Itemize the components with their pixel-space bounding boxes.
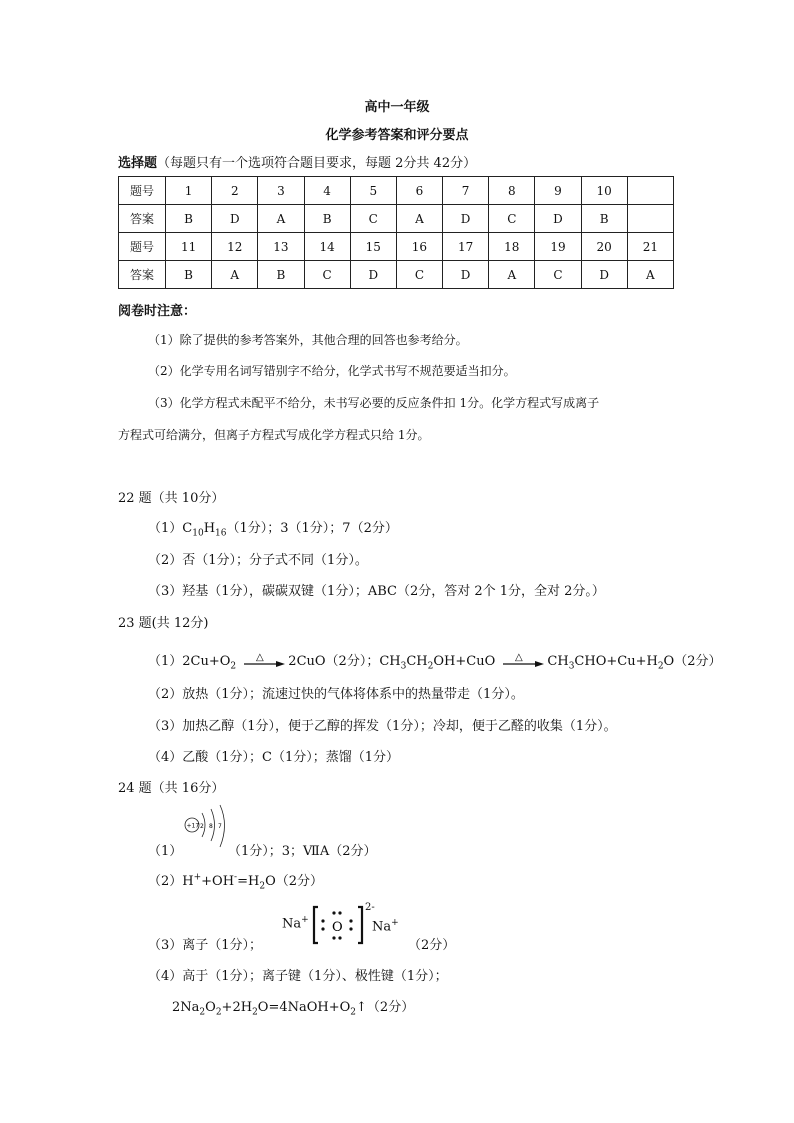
eq2-p-mid: CHO+Cu+H [574, 654, 658, 669]
table-row [119, 205, 674, 233]
row-header: 答案 [119, 261, 166, 289]
eq5-sub1: 2 [199, 1007, 206, 1018]
eq1-product: 2CuO（2分）；CH [288, 654, 401, 669]
note-3a: （3）化学方程式未配平不给分，未书写必要的反应条件扣 1分。化学方程式写成离子 [148, 396, 600, 410]
choice-instruction: （每题只有一个选项符合题目要求，每题 2分共 42分） [157, 156, 477, 171]
q22-answer-2: （2）否（1分）；分子式不同（1分）。 [148, 553, 368, 568]
na-right [372, 918, 399, 934]
q24-answer-1: （1分）；3；ⅦA（2分） [228, 844, 377, 859]
table-cell: A [212, 261, 258, 289]
delta-symbol: △ [256, 651, 264, 663]
table-cell: A [489, 261, 535, 289]
eq1-reactants: （1）2Cu+O [148, 654, 231, 669]
eq-h2: =H [237, 874, 260, 889]
table-cell: C [396, 261, 442, 289]
table-cell: D [212, 205, 258, 233]
na-right-symbol: Na [372, 919, 392, 935]
table-cell: 13 [258, 233, 304, 261]
nucleus-charge: +17 [186, 822, 200, 830]
row-header: 题号 [119, 177, 166, 205]
note-3b: 方程式可给满分，但离子方程式写成化学方程式只给 1分。 [118, 428, 430, 442]
table-cell: D [443, 205, 489, 233]
q24-answer-3: （3）离子（1分）； [148, 938, 263, 953]
formula-h: H [203, 521, 216, 536]
ion-charge: 2- [365, 902, 375, 913]
table-cell: 18 [489, 233, 535, 261]
row-header: 题号 [119, 233, 166, 261]
eq2-p-sub2: 2 [657, 661, 664, 672]
table-cell: 7 [443, 177, 489, 205]
table-row [119, 261, 674, 289]
na-left [282, 915, 309, 931]
table-cell: 20 [581, 233, 627, 261]
eq1-sub: 2 [230, 661, 237, 672]
shell-3-count: 7 [218, 823, 222, 830]
table-cell: 19 [535, 233, 581, 261]
q22-l1-prefix: （1） [148, 521, 183, 536]
eq2-sub-3: 3 [400, 661, 407, 672]
table-cell: A [627, 261, 673, 289]
table-cell: 10 [581, 177, 627, 205]
formula-sub-16: 16 [215, 528, 227, 539]
choice-section-header [118, 152, 476, 171]
eq5-na: 2Na [172, 1000, 200, 1015]
table-cell: C [535, 261, 581, 289]
table-cell: D [535, 205, 581, 233]
table-row [119, 177, 674, 205]
table-cell: D [443, 261, 489, 289]
table-cell: B [581, 205, 627, 233]
note-2: （2）化学专用名词写错别字不给分，化学式书写不规范要适当扣分。 [148, 364, 516, 378]
right-bracket [358, 907, 362, 943]
q23-answer-3: （3）加热乙醇（1分），便于乙醇的挥发（1分）；冷却，便于乙醛的收集（1分）。 [148, 719, 617, 734]
peroxide-electron-dot-icon [312, 903, 364, 947]
q23-title: 23 题(共 12分) [118, 616, 209, 631]
table-cell: 2 [212, 177, 258, 205]
q23-answer-1 [148, 650, 721, 673]
formula-c: C [182, 521, 193, 536]
eq5-end: ↑（2分） [356, 1000, 415, 1015]
na-left-symbol: Na [282, 916, 302, 932]
table-cell: 6 [396, 177, 442, 205]
table-cell [627, 177, 673, 205]
delta-symbol: △ [515, 651, 524, 663]
table-cell: 12 [212, 233, 258, 261]
table-cell: 9 [535, 177, 581, 205]
eq5-mid: O=4NaOH+O [257, 1000, 351, 1015]
eq2-p-ch: CH [547, 654, 569, 669]
eq-o-score: O（2分） [265, 874, 323, 889]
eq5-h: +2H [221, 1000, 253, 1015]
eq5-sub3: 2 [252, 1007, 258, 1018]
q24-title: 24 题（共 16分） [118, 781, 225, 796]
table-cell: B [258, 261, 304, 289]
table-cell: 1 [166, 177, 212, 205]
eq2-ch: CH [406, 654, 428, 669]
choice-label: 选择题 [118, 156, 158, 171]
table-cell: 5 [350, 177, 396, 205]
left-bracket [314, 907, 318, 943]
q22-answer-1 [148, 517, 398, 539]
q24-answer-1-prefix: （1） [148, 844, 183, 859]
eq5-o: O [205, 1000, 216, 1015]
answer-table [118, 176, 674, 289]
table-cell: 3 [258, 177, 304, 205]
note-1: （1）除了提供的参考答案外，其他合理的回答也参考给分。 [148, 333, 468, 347]
table-cell [627, 205, 673, 233]
heat-arrow-icon [501, 651, 545, 673]
table-cell: 15 [350, 233, 396, 261]
table-cell: D [581, 261, 627, 289]
table-cell: 11 [166, 233, 212, 261]
formula-sub-10: 10 [192, 528, 204, 539]
table-cell: 8 [489, 177, 535, 205]
eq2-p-sub3: 3 [568, 661, 575, 672]
table-cell: C [350, 205, 396, 233]
heat-arrow-icon [242, 651, 286, 673]
q22-title: 22 题（共 10分） [118, 491, 225, 506]
chlorine-atom-diagram-icon [180, 803, 230, 853]
table-cell: A [396, 205, 442, 233]
eq2-p-end: O（2分） [663, 654, 722, 669]
q23-answer-4: （4）乙酸（1分）；C（1分）；蒸馏（1分） [148, 750, 400, 765]
q22-answer-3: （3）羟基（1分），碳碳双键（1分）；ABC（2分，答对 2个 1分，全对 2分。） [148, 584, 605, 599]
table-cell: 16 [396, 233, 442, 261]
oxygen-symbol: O [332, 920, 343, 935]
eq5-sub4: 2 [350, 1007, 357, 1018]
table-cell: 17 [443, 233, 489, 261]
q24-answer-4: （4）高于（1分）；离子键（1分）、极性键（1分）； [148, 969, 448, 984]
table-cell: 4 [304, 177, 350, 205]
shell-2-count: 8 [209, 823, 213, 830]
q24-answer-5 [172, 996, 414, 1018]
table-cell: A [258, 205, 304, 233]
eq-oh-charge: - [234, 872, 238, 883]
eq2-sub-2: 2 [427, 661, 434, 672]
table-cell: B [304, 205, 350, 233]
shell-1-count: 2 [200, 823, 204, 830]
eq5-sub2: 2 [215, 1007, 222, 1018]
q22-l1-scores: （1分）；3（1分）；7（2分） [226, 521, 398, 536]
grade-heading: 高中一年级 [364, 100, 430, 115]
na-right-charge: + [391, 918, 399, 928]
eq-h: （2）H [148, 874, 194, 889]
eq-h-charge: + [193, 872, 202, 883]
table-cell: 14 [304, 233, 350, 261]
q24-answer-3-score: （2分） [408, 938, 456, 953]
row-header: 答案 [119, 205, 166, 233]
table-cell: C [304, 261, 350, 289]
table-cell: D [350, 261, 396, 289]
table-row [119, 233, 674, 261]
eq-oh: +OH [201, 874, 235, 889]
table-cell: C [489, 205, 535, 233]
q24-answer-2 [148, 870, 323, 892]
table-cell: B [166, 205, 212, 233]
notes-title: 阅卷时注意： [118, 304, 197, 319]
eq2-reactants: OH+CuO [433, 654, 496, 669]
table-cell: B [166, 261, 212, 289]
document-title: 化学参考答案和评分要点 [325, 128, 469, 143]
table-cell: 21 [627, 233, 673, 261]
na-left-charge: + [301, 915, 309, 925]
eq-h2-sub: 2 [259, 881, 266, 892]
q23-answer-2: （2）放热（1分）；流速过快的气体将体系中的热量带走（1分）。 [148, 687, 524, 702]
